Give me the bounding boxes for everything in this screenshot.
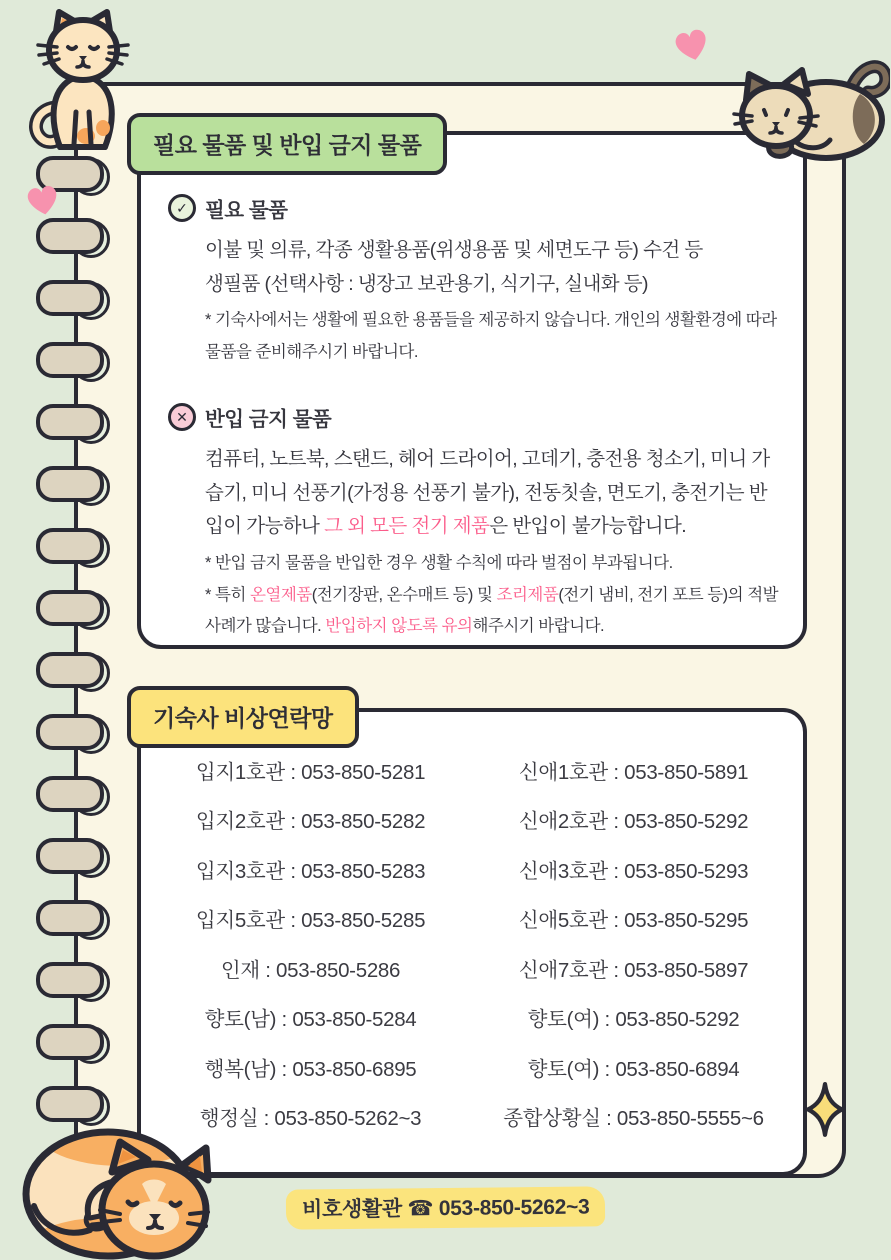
plain-text: 은 반입이 불가능합니다.	[489, 515, 687, 538]
binding-ring	[36, 528, 104, 564]
prohibited-items-heading	[168, 402, 783, 432]
plain-text: 해주시기 바랍니다.	[472, 617, 605, 636]
binding-ring	[36, 404, 104, 440]
binding-ring	[36, 962, 104, 998]
binding-ring	[36, 590, 104, 626]
heart-icon	[21, 181, 64, 221]
contact-entry: 신애3호관 : 053-850-5293	[518, 859, 749, 883]
binding-ring	[36, 714, 104, 750]
highlighted-text: 그 외 모든 전기 제품	[324, 515, 490, 538]
plain-text: * 특히	[205, 585, 250, 604]
contact-entry: 신애2호관 : 053-850-5292	[518, 810, 749, 834]
contact-entry: 입지2호관 : 053-850-5282	[195, 810, 426, 834]
contact-entry: 신애1호관 : 053-850-5891	[518, 760, 749, 784]
highlighted-text: 반입하지 않도록 유의	[325, 617, 473, 636]
prohibited-items-note1: * 반입 금지 물품을 반입한 경우 생활 수칙에 따라 벌점이 부과됩니다.	[205, 554, 673, 572]
binding-ring	[36, 900, 104, 936]
plain-text: (전기 냄비, 전기 포트 등)의 적발 사례가 많습니다.	[205, 585, 779, 636]
contact-entry: 입지1호관 : 053-850-5281	[195, 760, 426, 784]
cat-illustration-bottom-left	[16, 1122, 214, 1260]
prohibited-items-label: 반입 금지 물품	[205, 408, 332, 432]
required-items-heading	[168, 193, 783, 223]
check-icon: ✓	[168, 194, 196, 222]
contact-grid	[141, 712, 803, 1141]
binding-ring	[36, 838, 104, 874]
contact-entry: 향토(여) : 053-850-6894	[527, 1057, 740, 1081]
footer-contact-highlight: 비호생활관 ☎ 053-850-5262~3	[286, 1186, 606, 1229]
binding-ring	[36, 652, 104, 688]
contact-entry: 입지3호관 : 053-850-5283	[195, 859, 426, 883]
prohibited-items-note2	[205, 580, 783, 643]
plain-text: (전기장판, 온수매트 등) 및	[311, 585, 497, 604]
binding-ring	[36, 342, 104, 378]
section-title-required-prohibited: 필요 물품 및 반입 금지 물품	[127, 113, 447, 175]
contact-entry: 향토(여) : 053-850-5292	[527, 1008, 740, 1032]
binding-ring	[36, 466, 104, 502]
section-required-prohibited-card	[137, 131, 807, 649]
binding-ring	[36, 1024, 104, 1060]
emergency-contacts-card	[137, 708, 807, 1176]
highlighted-text: 온열제품	[249, 585, 312, 604]
contact-entry: 행복(남) : 053-850-6895	[204, 1057, 417, 1081]
contact-entry: 향토(남) : 053-850-5284	[204, 1008, 417, 1032]
required-items-line1: 이불 및 의류, 각종 생활용품(위생용품 및 세면도구 등) 수건 등	[205, 239, 703, 261]
binding-ring	[36, 280, 104, 316]
binding-ring	[36, 1086, 104, 1122]
heart-icon	[668, 24, 715, 68]
sparkle-icon	[806, 1082, 844, 1137]
contact-entry: 인재 : 053-850-5286	[220, 958, 401, 982]
contact-entry: 행정실 : 053-850-5262~3	[199, 1107, 422, 1131]
required-items-note: * 기숙사에서는 생활에 필요한 용품들을 제공하지 않습니다. 개인의 생활환경에 따라 물품을 준비해주시기 바랍니다.	[205, 311, 777, 361]
plain-text: 컴퓨터, 노트북, 스탠드, 헤어 드라이어, 고데기, 충전용 청소기, 미니 가습기, 미니 선풍기(가정용 선풍기 불가), 전동칫솔, 면도기, 충전기는 반입이 가능하나	[205, 448, 770, 538]
contact-entry: 입지5호관 : 053-850-5285	[195, 909, 426, 933]
binding-ring	[36, 218, 104, 254]
required-items-line2: 생필품 (선택사항 : 냉장고 보관용기, 식기구, 실내화 등)	[205, 272, 648, 295]
binding-ring	[36, 776, 104, 812]
cat-illustration-top-left	[26, 6, 138, 156]
prohibited-items-body	[205, 443, 783, 544]
contact-entry: 신애7호관 : 053-850-5897	[518, 958, 749, 982]
contact-entry: 신애5호관 : 053-850-5295	[518, 909, 749, 933]
contact-entry: 종합상황실 : 053-850-5555~6	[503, 1107, 764, 1131]
cat-illustration-top-right	[730, 50, 890, 162]
cross-icon: ✕	[168, 403, 196, 431]
binding-rings	[0, 0, 130, 1260]
section-title-emergency-contacts: 기숙사 비상연락망	[127, 686, 359, 748]
required-items-label: 필요 물품	[205, 199, 288, 222]
highlighted-text: 조리제품	[496, 585, 559, 604]
